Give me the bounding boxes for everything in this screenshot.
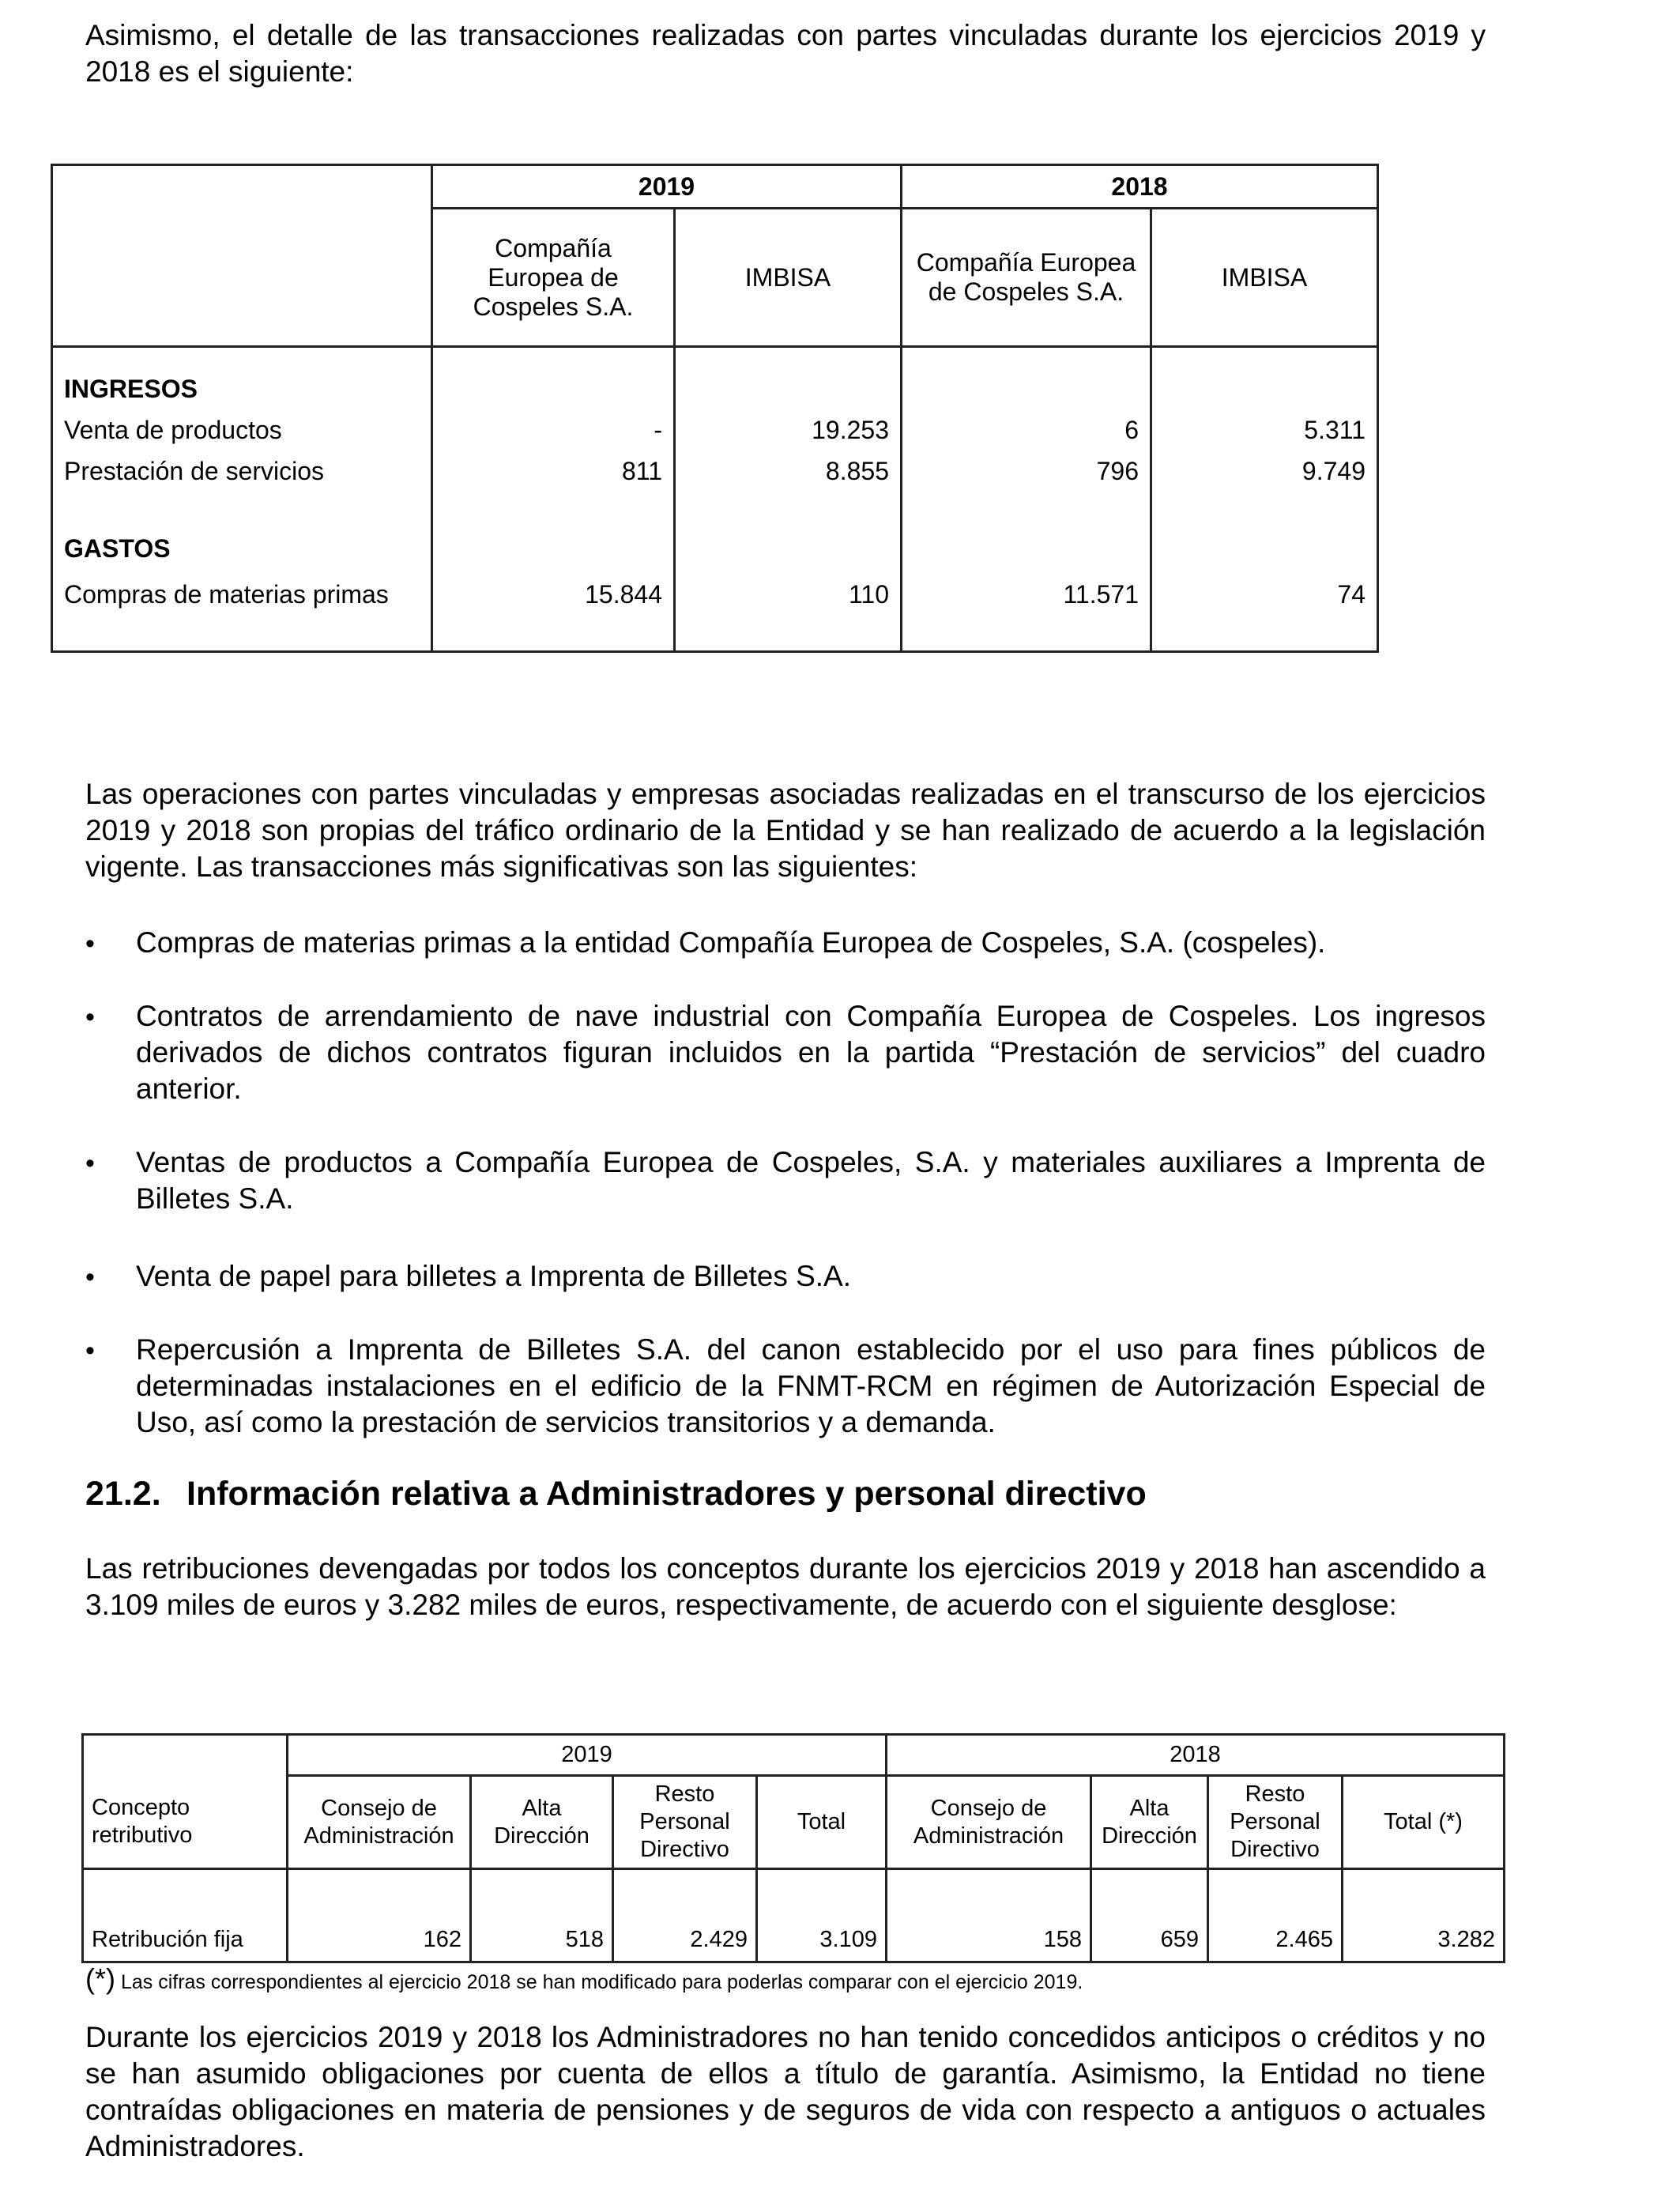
intro-paragraph: Asimismo, el detalle de las transacciones realizadas con partes vinculadas durante los ejercicios 2019 y 2018 es el siguiente:: [85, 19, 1486, 88]
retrib-paragraph: Las retribuciones devengadas por todos los conceptos durante los ejercicios 2019 y 2018 han ascendido a 3.109 miles de euros y 3.282 miles de euros, respectivamente, de acuerdo con el siguiente desglose:: [85, 1552, 1486, 1621]
cell-value: 518: [471, 1869, 613, 1962]
cell-value: 2.429: [613, 1869, 757, 1962]
table1-corner-cell: [52, 165, 432, 347]
cell-value: 11.571: [902, 570, 1151, 620]
row-label: Compras de materias primas: [52, 570, 432, 620]
operations-paragraph: Las operaciones con partes vinculadas y empresas asociadas realizadas en el transcurso de los ejercicios 2019 y 2018 son propias del tráfico ordinario de la Entidad y se han realizado de acuerdo a la legislación vigente. Las transacciones más significativas son las siguientes:: [85, 778, 1486, 883]
cell-value: 15.844: [432, 570, 675, 620]
bullet-text: Ventas de productos a Compañía Europea de Cospeles, S.A. y materiales auxiliares a Imprenta de Billetes S.A.: [136, 1146, 1486, 1215]
table2-col-header: Consejo de Administración: [887, 1776, 1091, 1869]
bullet-icon: [85, 1332, 133, 1369]
table2-col-header: Alta Dirección: [471, 1776, 613, 1869]
table2-col-header: Alta Dirección: [1091, 1776, 1208, 1869]
footnote: [85, 1962, 1083, 1996]
cell-value: 6: [902, 410, 1151, 451]
table-row: [52, 410, 1378, 451]
row-label: Retribución fija: [83, 1869, 288, 1962]
table-row: [52, 451, 1378, 492]
bullet-icon: [85, 1258, 133, 1295]
bullet-text: Compras de materias primas a la entidad Compañía Europea de Cospeles, S.A. (cospeles).: [136, 926, 1326, 959]
bullet-icon: [85, 1144, 133, 1182]
table-row: [83, 1869, 1505, 1962]
section-heading: [85, 1474, 1147, 1514]
table2-year-2019: 2019: [288, 1735, 887, 1776]
closing-paragraph: Durante los ejercicios 2019 y 2018 los Administradores no han tenido concedidos anticipos o créditos y no se han asumido obligaciones por cuenta de ellos a título de garantía. Asimismo, la Entidad no tiene contraídas obligaciones en materia de pensiones y de seguros de vida con respecto a antiguos o actuales Administradores.: [85, 2021, 1486, 2162]
bullet-text: Venta de papel para billetes a Imprenta de Billetes S.A.: [136, 1260, 852, 1292]
section-number: 21.2.: [85, 1475, 161, 1513]
cell-value: 796: [902, 451, 1151, 492]
footnote-text: Las cifras correspondientes al ejercicio 2018 se han modificado para poderlas comparar con el ejercicio 2019.: [120, 1971, 1083, 1993]
cell-value: 8.855: [675, 451, 902, 492]
cell-value: 162: [288, 1869, 471, 1962]
cell-value: 3.109: [757, 1869, 887, 1962]
list-item: [85, 998, 1486, 1107]
table2-year-2018: 2018: [887, 1735, 1505, 1776]
table1-col-cospeles-2018: Compañía Europea de Cospeles S.A.: [902, 209, 1151, 347]
table1-col-cospeles-2019: Compañía Europea de Cospeles S.A.: [432, 209, 675, 347]
table1-col-imbisa-2018: IMBISA: [1151, 209, 1378, 347]
section-title: Información relativa a Administradores y personal directivo: [186, 1475, 1147, 1513]
row-label: Venta de productos: [52, 410, 432, 451]
list-item: [85, 1144, 1486, 1217]
table2-col-header: Resto Personal Directivo: [613, 1776, 757, 1869]
cell-value: 5.311: [1151, 410, 1378, 451]
cell-value: 74: [1151, 570, 1378, 620]
table1-year-2019: 2019: [432, 165, 902, 209]
table2-col-header: Total: [757, 1776, 887, 1869]
footnote-marker: (*): [85, 1962, 115, 1995]
remuneration-table: [81, 1733, 1505, 1963]
cell-value: 19.253: [675, 410, 902, 451]
table1-year-2018: 2018: [902, 165, 1378, 209]
related-party-transactions-table: [51, 164, 1379, 653]
cell-value: 811: [432, 451, 675, 492]
table2-col-header: Total (*): [1343, 1776, 1505, 1869]
table1-section-gastos: GASTOS: [52, 529, 432, 570]
list-item: [85, 1258, 1486, 1295]
cell-value: 9.749: [1151, 451, 1378, 492]
table-row: [52, 570, 1378, 620]
bullet-icon: [85, 925, 133, 962]
table1-section-ingresos: INGRESOS: [52, 369, 432, 410]
row-label: Prestación de servicios: [52, 451, 432, 492]
cell-value: -: [432, 410, 675, 451]
bullet-text: Contratos de arrendamiento de nave industrial con Compañía Europea de Cospeles. Los ingresos derivados de dichos contratos figuran incluidos en la partida “Prestación de servicios” del cuadro anterior.: [136, 1000, 1486, 1105]
table2-concept-header: Concepto retributivo: [83, 1776, 288, 1869]
list-item: [85, 1332, 1486, 1441]
table2-col-header: Consejo de Administración: [288, 1776, 471, 1869]
cell-value: 110: [675, 570, 902, 620]
cell-value: 3.282: [1343, 1869, 1505, 1962]
table1-col-imbisa-2019: IMBISA: [675, 209, 902, 347]
bullet-text: Repercusión a Imprenta de Billetes S.A. del canon establecido por el uso para fines públicos de determinadas instalaciones en el edificio de la FNMT-RCM en régimen de Autorización Especial de Uso, así como la prestación de servicios transitorios y a demanda.: [136, 1333, 1486, 1438]
table2-col-header: Resto Personal Directivo: [1208, 1776, 1343, 1869]
bullet-icon: [85, 998, 133, 1035]
list-item: [85, 925, 1486, 961]
cell-value: 158: [887, 1869, 1091, 1962]
cell-value: 2.465: [1208, 1869, 1343, 1962]
cell-value: 659: [1091, 1869, 1208, 1962]
